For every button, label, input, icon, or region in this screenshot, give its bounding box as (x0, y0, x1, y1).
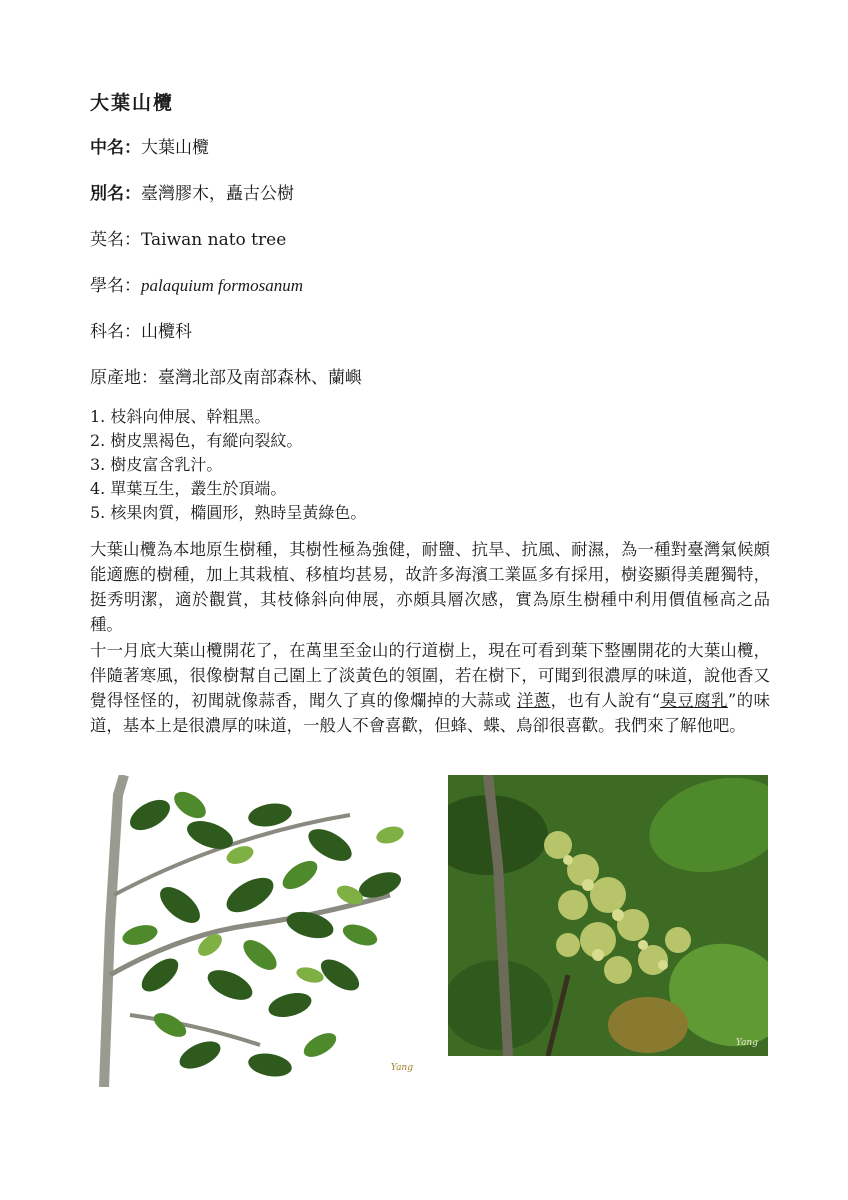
list-item: 5. 核果肉質，橢圓形，熟時呈黃綠色。 (90, 503, 367, 522)
field-value: 臺灣北部及南部森林、蘭嶼 (158, 368, 362, 388)
field-label: 別名： (90, 184, 141, 204)
list-item: 2. 樹皮黑褐色，有縱向裂紋。 (90, 431, 303, 450)
list-item: 3. 樹皮富含乳汁。 (90, 455, 223, 474)
field-chinese-name (90, 133, 209, 158)
onion-link[interactable]: 洋蔥 (516, 691, 551, 710)
field-alias (90, 179, 294, 204)
paragraph-text: ，也有人說有“ (550, 691, 661, 710)
photo-signature: Yang (735, 1038, 758, 1048)
field-origin (90, 363, 362, 388)
field-english-name (90, 225, 286, 250)
photo-signature: Yang (390, 1063, 413, 1073)
field-value: 臺灣膠木，矗古公樹 (141, 184, 294, 204)
tree-branch-photo (90, 775, 425, 1087)
paragraph-text: 十一月底大葉山欖開花了，在萬里至金山的行道樹上，現在可看到葉下整團開花的大葉山欖，伴隨著寒風，很像樹幫自己圍上了淡黃色的領圍，若在樹下，可聞到很濃厚的味道，說他香又覺得怪怪的，初聞就像蒜香，聞久了真的像爛掉的大蒜或 (90, 641, 770, 710)
list-item: 4. 單葉互生，叢生於頂端。 (90, 479, 287, 498)
list-item: 1. 枝斜向伸展、幹粗黑。 (90, 407, 271, 426)
field-label: 學名： (90, 276, 141, 296)
feature-list (90, 405, 366, 525)
stinky-tofu-link[interactable]: 臭豆腐乳 (660, 691, 728, 710)
flower-cluster-photo (448, 775, 768, 1056)
field-value: palaquium formosanum (141, 276, 303, 295)
field-value: Taiwan nato tree (141, 230, 287, 250)
paragraph-text: ”的味道，基本上是很濃厚的味道，一般人不會喜歡，但蜂、蝶、鳥卻很喜歡。我們來了解他吧。 (90, 691, 770, 735)
field-label: 原產地： (90, 368, 158, 388)
field-label: 科名： (90, 322, 141, 342)
field-value: 大葉山欖 (141, 138, 209, 158)
field-label: 中名： (90, 138, 141, 158)
field-scientific-name (90, 271, 303, 296)
field-family (90, 317, 192, 342)
description-paragraph: 大葉山欖為本地原生樹種，其樹性極為強健，耐鹽、抗旱、抗風、耐濕，為一種對臺灣氣候頗能適應的樹種，加上其栽植、移植均甚易，故許多海濱工業區多有採用，樹姿顯得美麗獨特，挺秀明潔，適於觀賞，其枝條斜向伸展，亦頗具層次感，實為原生樹種中利用價值極高之品種。 (90, 540, 770, 634)
page-title: 大葉山欖 (90, 92, 175, 114)
field-value: 山欖科 (141, 322, 192, 342)
flowering-paragraph (90, 638, 770, 738)
field-label: 英名： (90, 230, 141, 250)
